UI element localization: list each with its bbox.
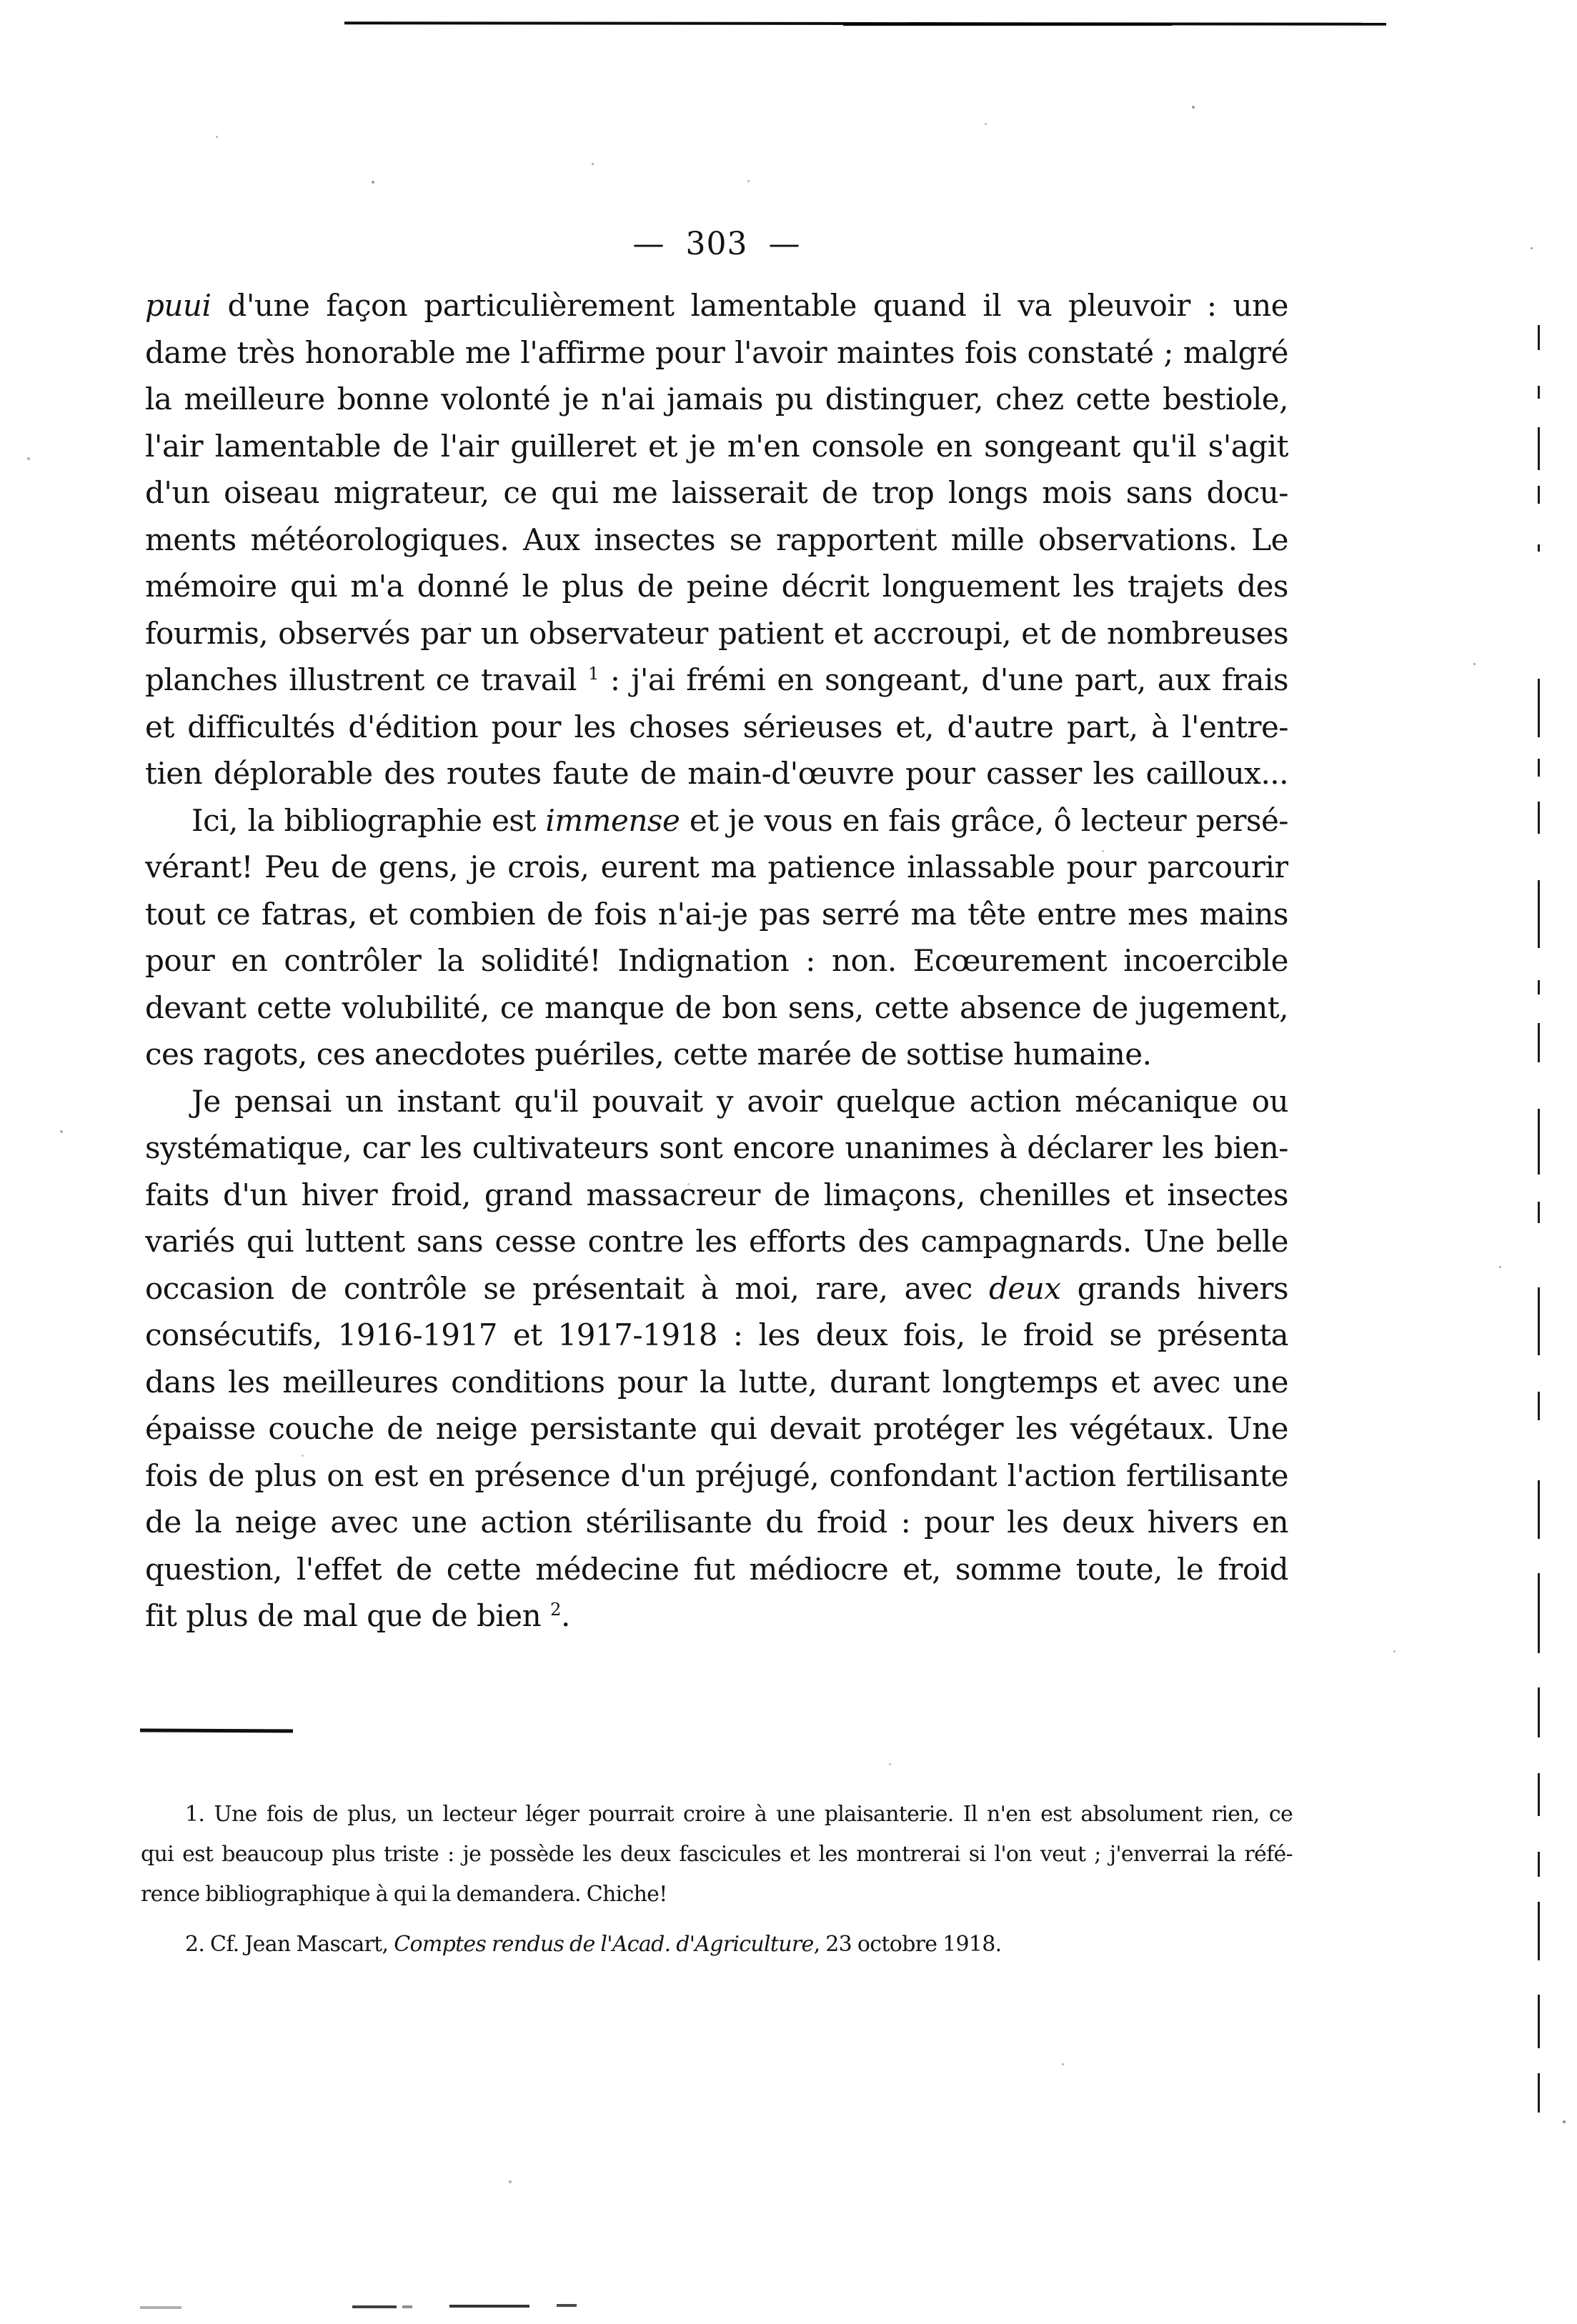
body-text [145, 282, 1288, 1640]
text-segment: qui est beaucoup plus triste : je possède les deux fascicules et les montrerai si l'on veut ; j'enverrai la réfé- [141, 1842, 1293, 1867]
text-segment: ments météorologiques. Aux insectes se rapportent mille observations. Le [145, 522, 1288, 557]
text-segment: fourmis, observés par un observateur patient et accroupi, et de nombreuses [145, 615, 1288, 651]
text-segment: pour en contrôler la solidité! Indignation : non. Ecœurement incoercible [145, 943, 1288, 978]
text-segment: , 23 octobre 1918. [813, 1932, 1002, 1957]
text-line [145, 376, 1288, 423]
text-segment: tout ce fatras, et combien de fois n'ai-je pas serré ma tête entre mes mains [145, 896, 1288, 932]
paragraph [145, 797, 1288, 1078]
text-segment: vérant! Peu de gens, je crois, eurent ma patience inlassable pour parcourir [145, 849, 1288, 884]
text-line [145, 891, 1288, 938]
text-line [145, 329, 1288, 376]
text-segment: rence bibliographique à qui la demandera. Chiche! [141, 1882, 667, 1907]
footnote-separator [140, 1729, 293, 1733]
text-segment: devant cette volubilité, ce manque de bon sens, cette absence de jugement, [145, 989, 1288, 1025]
text-line [141, 1835, 1293, 1875]
page-edge-line-artifact [1538, 1852, 1540, 1877]
text-segment: d'une façon particulièrement lamentable quand il va pleuvoir : une [211, 288, 1288, 323]
footnotes [141, 1795, 1293, 1965]
page-edge-line-artifact [1538, 1995, 1540, 2048]
scan-speck-artifact [1393, 1650, 1396, 1652]
text-segment: fois de plus on est en présence d'un préjugé, confondant l'action fertilisante [145, 1457, 1288, 1493]
text-line [145, 1499, 1288, 1546]
text-segment: Je pensai un instant qu'il pouvait y avoir quelque action mécanique ou [191, 1083, 1288, 1119]
text-segment: et je vous en fais grâce, ô lecteur persé- [680, 802, 1288, 838]
page-number: — 303 — [632, 226, 801, 262]
text-line [145, 469, 1288, 517]
scan-speck-artifact [1102, 850, 1104, 852]
text-line [145, 1218, 1288, 1265]
scan-mark-artifact [449, 2305, 529, 2308]
page-edge-line-artifact [1538, 1687, 1540, 1737]
page-edge-line-artifact [1538, 759, 1540, 777]
text-line [141, 1875, 1293, 1915]
text-line [141, 1925, 1293, 1965]
page-edge-line-artifact [1538, 427, 1540, 470]
text-segment: d'un oiseau migrateur, ce qui me laisserait de trop longs mois sans docu- [145, 475, 1288, 510]
text-segment: faits d'un hiver froid, grand massacreur de limaçons, chenilles et insectes [145, 1177, 1288, 1212]
text-line [145, 517, 1288, 564]
text-line [145, 423, 1288, 470]
text-line [145, 563, 1288, 610]
footnote [141, 1925, 1293, 1965]
text-segment: tien déplorable des routes faute de main-d'œuvre pour casser les cailloux... [145, 756, 1288, 791]
text-line [145, 1124, 1288, 1172]
page-edge-line-artifact [1538, 1109, 1540, 1175]
text-line [145, 1078, 1288, 1125]
text-line [145, 1405, 1288, 1452]
scan-speck-artifact [1192, 106, 1195, 109]
page-edge-line-artifact [1538, 1392, 1540, 1420]
scan-speck-artifact [509, 2180, 512, 2183]
scan-mark-artifact [557, 2304, 577, 2307]
text-line [145, 1312, 1288, 1359]
text-segment: mémoire qui m'a donné le plus de peine décrit longuement les trajets des [145, 569, 1288, 604]
italic-text: immense [545, 802, 680, 838]
text-line [145, 937, 1288, 984]
text-segment: dame très honorable me l'affirme pour l'avoir maintes fois constaté ; malgré [145, 334, 1288, 370]
text-line [145, 797, 1288, 844]
italic-text: puui [145, 288, 212, 323]
text-line [145, 282, 1288, 329]
text-line [145, 750, 1288, 797]
text-segment: de la neige avec une action stérilisante du froid : pour les deux hivers en [145, 1505, 1288, 1540]
paragraph [145, 1078, 1288, 1640]
text-segment: ces ragots, ces anecdotes puériles, cette marée de sottise humaine. [145, 1037, 1152, 1072]
scan-speck-artifact [1563, 2120, 1566, 2123]
scan-speck-artifact [216, 136, 218, 138]
text-line [145, 1031, 1288, 1078]
text-segment: systématique, car les cultivateurs sont encore unanimes à déclarer les bien- [145, 1130, 1288, 1165]
text-line [145, 984, 1288, 1032]
text-segment: et difficultés d'édition pour les choses sérieuses et, d'autre part, à l'entre- [145, 709, 1288, 744]
page-edge-line-artifact [1538, 679, 1540, 737]
text-line [145, 844, 1288, 891]
text-segment: épaisse couche de neige persistante qui devait protéger les végétaux. Une [145, 1411, 1288, 1446]
page-edge-line-artifact [1538, 1023, 1540, 1062]
text-line [141, 1795, 1293, 1835]
page-edge-line-artifact [1538, 1480, 1540, 1539]
page-edge-line-artifact [1538, 880, 1540, 948]
text-line [145, 657, 1288, 704]
scan-mark-artifact [352, 2305, 397, 2308]
page-edge-line-artifact [1538, 2073, 1540, 2113]
page-edge-line-artifact [1538, 486, 1540, 504]
text-segment: 2. Cf. Jean Mascart, [185, 1932, 394, 1957]
text-segment: l'air lamentable de l'air guilleret et je m'en console en songeant qu'il s'agit [145, 428, 1288, 464]
text-segment: . [561, 1598, 570, 1633]
page-edge-line-artifact [1538, 1573, 1540, 1653]
page-edge-line-artifact [1538, 1902, 1540, 1960]
page-edge-line-artifact [1538, 386, 1540, 399]
scan-speck-artifact [372, 181, 374, 184]
text-segment: la meilleure bonne volonté je n'ai jamais pu distinguer, chez cette bestiole, [145, 381, 1288, 417]
text-segment: fit plus de mal que de bien [145, 1598, 551, 1633]
paragraph [145, 282, 1288, 797]
scan-mark-artifact [140, 2306, 181, 2309]
text-segment: question, l'effet de cette médecine fut médiocre et, somme toute, le froid [145, 1551, 1288, 1587]
footnote-reference: 2 [550, 1599, 562, 1620]
page-edge-line-artifact [1538, 1202, 1540, 1223]
page-edge-line-artifact [1538, 980, 1540, 994]
scan-speck-artifact [1499, 1266, 1501, 1268]
scan-mark-artifact [402, 2305, 412, 2308]
scan-speck-artifact [60, 1130, 63, 1133]
text-line [145, 610, 1288, 657]
text-line [145, 1452, 1288, 1500]
scan-speck-artifact [27, 457, 30, 460]
footnote [141, 1795, 1293, 1915]
page-edge-line-artifact [1538, 1773, 1540, 1816]
page-edge-line-artifact [1538, 802, 1540, 834]
scan-speck-artifact [1062, 2063, 1064, 2065]
scan-speck-artifact [687, 1183, 690, 1185]
scan-speck-artifact [985, 123, 987, 125]
text-segment: : j'ai frémi en songeant, d'une part, aux frais [598, 662, 1288, 697]
page-edge-line-artifact [1538, 544, 1540, 552]
scan-speck-artifact [592, 163, 594, 165]
text-segment: variés qui luttent sans cesse contre les efforts des campagnards. Une belle [145, 1224, 1288, 1259]
text-segment: Ici, la bibliographie est [191, 802, 546, 838]
scan-speck-artifact [1531, 247, 1533, 249]
scan-speck-artifact [1473, 663, 1476, 665]
footnote-reference: 1 [587, 663, 599, 684]
scan-speck-artifact [302, 1455, 304, 1457]
page-top-rule-artifact [843, 24, 1172, 26]
text-segment: dans les meilleures conditions pour la lutte, durant longtemps et avec une [145, 1364, 1288, 1400]
text-line [145, 1265, 1288, 1312]
text-segment: 1. Une fois de plus, un lecteur léger pourrait croire à une plaisanterie. Il n'en est absolument rien, ce [185, 1802, 1293, 1827]
text-segment: grands hivers [1060, 1270, 1288, 1306]
scan-speck-artifact [747, 180, 750, 182]
text-segment: occasion de contrôle se présentait à moi, rare, avec [145, 1270, 989, 1306]
text-segment: consécutifs, 1916-1917 et 1917-1918 : les deux fois, le froid se présenta [145, 1317, 1288, 1352]
scan-speck-artifact [916, 529, 918, 531]
text-line [145, 704, 1288, 751]
page-edge-line-artifact [1538, 1287, 1540, 1355]
text-segment: planches illustrent ce travail [145, 662, 588, 697]
text-line [145, 1359, 1288, 1406]
page-edge-line-artifact [1538, 325, 1540, 350]
text-line [145, 1546, 1288, 1593]
italic-text: deux [988, 1270, 1061, 1306]
italic-text: Comptes rendus de l'Acad. d'Agriculture [394, 1932, 814, 1957]
scan-speck-artifact [459, 623, 461, 625]
text-line [145, 1172, 1288, 1219]
scan-speck-artifact [889, 1763, 891, 1765]
text-line [145, 1592, 1288, 1640]
